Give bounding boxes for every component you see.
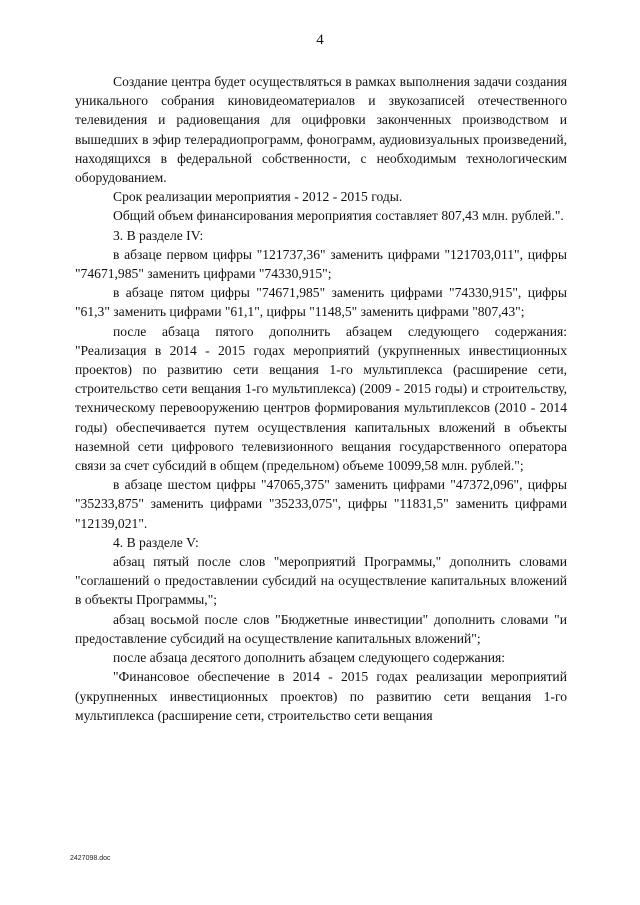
paragraph: после абзаца десятого дополнить абзацем следующего содержания: [113, 650, 506, 666]
paragraph: 4. В разделе V: [113, 534, 199, 550]
paragraph: после абзаца пятого дополнить абзацем следующего содержания: "Реализация в 2014 - 2015 годах мероприятий (укрупненных инвестиционных проектов) по развитию сети вещания 1-го мультиплекса (расширение сети, строительство сети вещания 1-го мультиплекса) (2009 - 2015 годы) и строительству, техническому перевооружению центров формирования мультиплексов (2010 - 2014 годы) обеспечивается путем осуществления капитальных вложений в объекты наземной сети цифрового телевизионного вещания государственного оператора связи за счет субсидий в общем (предельном) объеме 10099,58 млн. рублей."; [75, 323, 567, 474]
paragraph: абзац восьмой после слов "Бюджетные инвестиции" дополнить словами "и предоставление субсидий на осуществление капитальных вложений"; [75, 611, 567, 646]
paragraph: 3. В разделе IV: [113, 227, 204, 243]
footer-file-code: 2427098.doc [70, 855, 111, 862]
page-number: 4 [316, 32, 324, 48]
paragraph: "Финансовое обеспечение в 2014 - 2015 годах реализации мероприятий (укрупненных инвестиционных проектов) по развитию сети вещания 1-го мультиплекса (расширение сети, строительство сети вещания [75, 669, 567, 723]
paragraph: Общий объем финансирования мероприятия составляет 807,43 млн. рублей.". [113, 208, 564, 224]
paragraph: Срок реализации мероприятия - 2012 - 2015 годы. [113, 189, 403, 205]
paragraph: в абзаце первом цифры "121737,36" заменить цифрами "121703,011", цифры "74671,985" заменить цифрами "74330,915"; [75, 246, 567, 282]
paragraph: в абзаце пятом цифры "74671,985" заменить цифрами "74330,915", цифры "61,3" заменить цифрами "61,1", цифры "1148,5" заменить цифрами "807,43"; [75, 285, 567, 320]
document-body [75, 72, 567, 725]
paragraph: Создание центра будет осуществляться в рамках выполнения задачи создания уникального собрания киновидеоматериалов и звукозаписей отечественного телевидения и радиовещания для оцифровки законченных производством и вышедших в эфир телерадиопрограмм, фонограмм, аудиовизуальных произведений, находящихся в федеральной собственности, с необходимым технологическим оборудованием. [75, 74, 567, 186]
paragraph: абзац пятый после слов "мероприятий Программы," дополнить словами "соглашений о предоставлении субсидий на осуществление капитальных вложений в объекты Программы,"; [75, 554, 567, 608]
paragraph: в абзаце шестом цифры "47065,375" заменить цифрами "47372,096", цифры "35233,875" заменить цифрами "35233,075", цифры "11831,5" заменить цифрами "12139,021". [75, 477, 567, 531]
